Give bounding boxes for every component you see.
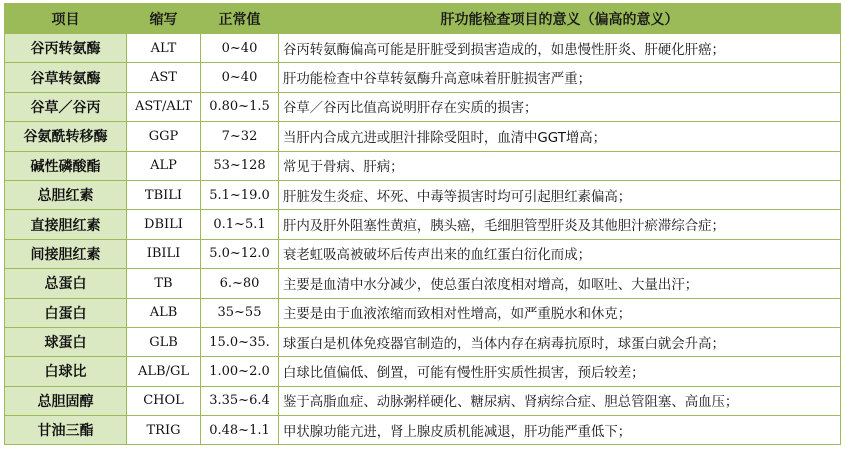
header-range: 正常值 — [201, 4, 279, 34]
cell-meaning: 主要是由于血液浓缩而致相对性增高，如严重脱水和休克； — [279, 298, 841, 327]
cell-range: 5.1~19.0 — [201, 180, 279, 209]
cell-range: 0~40 — [201, 63, 279, 92]
cell-meaning: 主要是血清中水分减少，使总蛋白浓度相对增高，如呕吐、大量出汗； — [279, 269, 841, 298]
cell-abbr: AST — [127, 63, 201, 92]
cell-meaning: 肝功能检查中谷草转氨酶升高意味着肝脏损害严重； — [279, 63, 841, 92]
cell-meaning: 甲状腺功能亢进，肾上腺皮质机能减退，肝功能严重低下； — [279, 416, 841, 445]
cell-range: 7~32 — [201, 122, 279, 151]
cell-range: 0.48~1.1 — [201, 416, 279, 445]
cell-item: 甘油三酯 — [5, 416, 127, 445]
cell-item: 球蛋白 — [5, 327, 127, 356]
cell-meaning: 常见于骨病、肝病； — [279, 151, 841, 180]
cell-range: 1.00~2.0 — [201, 357, 279, 386]
cell-meaning: 白球比值偏低、倒置，可能有慢性肝实质性损害，预后较差； — [279, 357, 841, 386]
table-row — [5, 386, 841, 415]
table-row — [5, 122, 841, 151]
cell-abbr: TB — [127, 269, 201, 298]
cell-item: 谷丙转氨酶 — [5, 34, 127, 63]
cell-meaning: 谷草／谷丙比值高说明肝存在实质的损害； — [279, 92, 841, 121]
cell-abbr: ALP — [127, 151, 201, 180]
header-item: 项目 — [5, 4, 127, 34]
cell-range: 5.0~12.0 — [201, 239, 279, 268]
cell-abbr: GLB — [127, 327, 201, 356]
cell-item: 谷氨酰转移酶 — [5, 122, 127, 151]
cell-abbr: CHOL — [127, 386, 201, 415]
cell-abbr: ALT — [127, 34, 201, 63]
table-row — [5, 357, 841, 386]
cell-abbr: GGP — [127, 122, 201, 151]
header-meaning: 肝功能检查项目的意义（偏高的意义） — [279, 4, 841, 34]
table-row — [5, 210, 841, 239]
table-row — [5, 34, 841, 63]
cell-item: 碱性磷酸酯 — [5, 151, 127, 180]
cell-meaning: 谷丙转氨酶偏高可能是肝脏受到损害造成的，如患慢性肝炎、肝硬化肝癌； — [279, 34, 841, 63]
table-row — [5, 92, 841, 121]
cell-abbr: DBILI — [127, 210, 201, 239]
liver-function-table — [4, 3, 841, 445]
cell-item: 直接胆红素 — [5, 210, 127, 239]
cell-abbr: IBILI — [127, 239, 201, 268]
cell-meaning: 球蛋白是机体免疫器官制造的，当体内存在病毒抗原时，球蛋白就会升高； — [279, 327, 841, 356]
cell-item: 总胆红素 — [5, 180, 127, 209]
cell-abbr: TBILI — [127, 180, 201, 209]
cell-range: 35~55 — [201, 298, 279, 327]
cell-range: 53~128 — [201, 151, 279, 180]
table-row — [5, 180, 841, 209]
cell-meaning: 肝脏发生炎症、坏死、中毒等损害时均可引起胆红素偏高； — [279, 180, 841, 209]
table-row — [5, 416, 841, 445]
cell-item: 白球比 — [5, 357, 127, 386]
cell-meaning: 衰老虹吸高被破坏后传声出来的血红蛋白衍化而成； — [279, 239, 841, 268]
cell-item: 谷草转氨酶 — [5, 63, 127, 92]
cell-range: 0.80~1.5 — [201, 92, 279, 121]
cell-abbr: AST/ALT — [127, 92, 201, 121]
cell-meaning: 肝内及肝外阻塞性黄疸，胰头癌，毛细胆管型肝炎及其他胆汁瘀滞综合症； — [279, 210, 841, 239]
table-row — [5, 298, 841, 327]
cell-meaning: 鉴于高脂血症、动脉粥样硬化、糖尿病、肾病综合症、胆总管阻塞、高血压； — [279, 386, 841, 415]
cell-range: 15.0~35. — [201, 327, 279, 356]
table-row — [5, 63, 841, 92]
table-row — [5, 239, 841, 268]
cell-item: 总胆固醇 — [5, 386, 127, 415]
cell-item: 白蛋白 — [5, 298, 127, 327]
cell-abbr: ALB — [127, 298, 201, 327]
cell-range: 3.35~6.4 — [201, 386, 279, 415]
header-abbr: 缩写 — [127, 4, 201, 34]
cell-meaning: 当肝内合成亢进或胆汁排除受阻时，血清中GGT增高； — [279, 122, 841, 151]
header-row — [5, 4, 841, 34]
cell-range: 0.1~5.1 — [201, 210, 279, 239]
table-row — [5, 327, 841, 356]
table-body — [5, 34, 841, 445]
cell-range: 6.~80 — [201, 269, 279, 298]
cell-range: 0~40 — [201, 34, 279, 63]
cell-item: 总蛋白 — [5, 269, 127, 298]
table-row — [5, 269, 841, 298]
table-row — [5, 151, 841, 180]
cell-item: 间接胆红素 — [5, 239, 127, 268]
cell-abbr: TRIG — [127, 416, 201, 445]
cell-abbr: ALB/GL — [127, 357, 201, 386]
cell-item: 谷草／谷丙 — [5, 92, 127, 121]
